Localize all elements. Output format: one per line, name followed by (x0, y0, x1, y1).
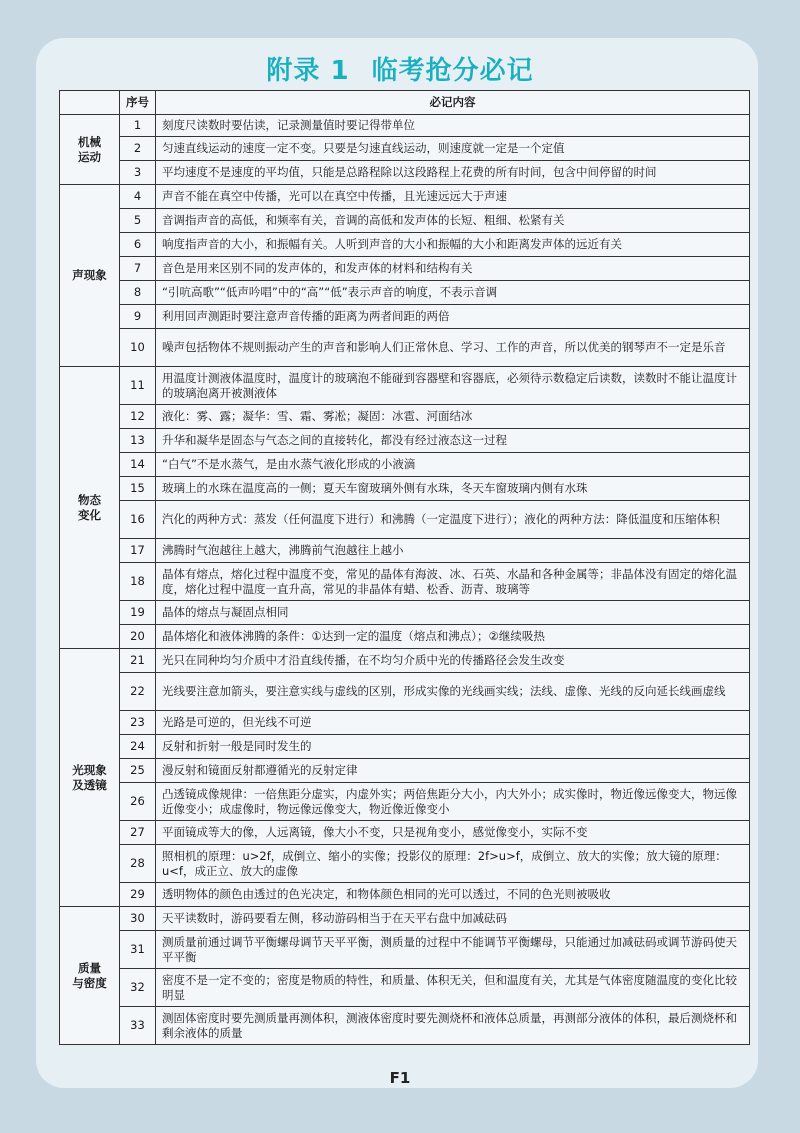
header-row (60, 91, 750, 115)
table-row (60, 539, 750, 563)
table-row (60, 281, 750, 305)
content-cell: 汽化的两种方式：蒸发（任何温度下进行）和沸腾（一定温度下进行）；液化的两种方法：降低温度和压缩体积 (156, 501, 750, 539)
table-row (60, 711, 750, 735)
content-cell: 匀速直线运动的速度一定不变。只要是匀速直线运动，则速度就一定是一个定值 (156, 137, 750, 161)
table-row (60, 185, 750, 209)
content-cell: 噪声包括物体不规则振动产生的声音和影响人们正常休息、学习、工作的声音，所以优美的钢琴声不一定是乐音 (156, 329, 750, 367)
content-cell: 晶体的熔点与凝固点相同 (156, 601, 750, 625)
notes-table (59, 90, 750, 1045)
index-cell: 17 (120, 539, 156, 563)
table-row (60, 783, 750, 821)
content-cell: 凸透镜成像规律：一倍焦距分虚实，内虚外实；两倍焦距分大小，内大外小；成实像时，物近像远像变大，物远像近像变小；成虚像时，物远像远像变大，物近像近像变小 (156, 783, 750, 821)
index-cell: 2 (120, 137, 156, 161)
page-title (0, 50, 800, 87)
category-cell: 机械 运动 (60, 115, 120, 185)
table-row (60, 329, 750, 367)
index-cell: 20 (120, 625, 156, 649)
content-cell: 利用回声测距时要注意声音传播的距离为两者间距的两倍 (156, 305, 750, 329)
header-category (60, 91, 120, 115)
content-cell: 晶体熔化和液体沸腾的条件：①达到一定的温度（熔点和沸点）；②继续吸热 (156, 625, 750, 649)
index-cell: 11 (120, 367, 156, 405)
category-cell: 物态 变化 (60, 367, 120, 649)
content-cell: 密度不是一定不变的；密度是物质的特性，和质量、体积无关，但和温度有关，尤其是气体密度随温度的变化比较明显 (156, 969, 750, 1007)
index-cell: 29 (120, 883, 156, 907)
content-cell: 液化：雾、露；凝华：雪、霜、雾凇；凝固：冰雹、河面结冰 (156, 405, 750, 429)
content-cell: 平面镜成等大的像，人远离镜，像大小不变，只是视角变小，感觉像变小，实际不变 (156, 821, 750, 845)
category-cell: 声现象 (60, 185, 120, 367)
index-cell: 4 (120, 185, 156, 209)
content-cell: 声音不能在真空中传播，光可以在真空中传播，且光速远远大于声速 (156, 185, 750, 209)
table-row (60, 845, 750, 883)
index-cell: 32 (120, 969, 156, 1007)
table-row (60, 161, 750, 185)
content-cell: “白气”不是水蒸气，是由水蒸气液化形成的小液滴 (156, 453, 750, 477)
index-cell: 24 (120, 735, 156, 759)
index-cell: 15 (120, 477, 156, 501)
content-cell: 漫反射和镜面反射都遵循光的反射定律 (156, 759, 750, 783)
content-cell: 升华和凝华是固态与气态之间的直接转化，都没有经过液态这一过程 (156, 429, 750, 453)
appendix-number: 附录 1 (266, 56, 350, 86)
content-cell: 用温度计测液体温度时，温度计的玻璃泡不能碰到容器壁和容器底，必须待示数稳定后读数，读数时不能让温度计的玻璃泡离开被测液体 (156, 367, 750, 405)
notes-body (60, 115, 750, 1045)
table-row (60, 735, 750, 759)
index-cell: 3 (120, 161, 156, 185)
content-cell: 透明物体的颜色由透过的色光决定，和物体颜色相同的光可以透过，不同的色光则被吸收 (156, 883, 750, 907)
table-row (60, 257, 750, 281)
table-row (60, 429, 750, 453)
table-row (60, 821, 750, 845)
table-row (60, 907, 750, 931)
index-cell: 21 (120, 649, 156, 673)
table-row (60, 305, 750, 329)
content-cell: 沸腾时气泡越往上越大，沸腾前气泡越往上越小 (156, 539, 750, 563)
table-row (60, 673, 750, 711)
index-cell: 18 (120, 563, 156, 601)
content-cell: 光只在同种均匀介质中才沿直线传播，在不均匀介质中光的传播路径会发生改变 (156, 649, 750, 673)
content-cell: 平均速度不是速度的平均值，只能是总路程除以这段路程上花费的所有时间，包含中间停留的时间 (156, 161, 750, 185)
content-cell: 光线要注意加箭头，要注意实线与虚线的区别，形成实像的光线画实线；法线、虚像、光线的反向延长线画虚线 (156, 673, 750, 711)
header-content: 必记内容 (156, 91, 750, 115)
content-cell: 玻璃上的水珠在温度高的一侧；夏天车窗玻璃外侧有水珠，冬天车窗玻璃内侧有水珠 (156, 477, 750, 501)
table-row (60, 1007, 750, 1045)
index-cell: 8 (120, 281, 156, 305)
index-cell: 6 (120, 233, 156, 257)
index-cell: 13 (120, 429, 156, 453)
header-index: 序号 (120, 91, 156, 115)
table-row (60, 367, 750, 405)
index-cell: 9 (120, 305, 156, 329)
index-cell: 12 (120, 405, 156, 429)
content-cell: 光路是可逆的，但光线不可逆 (156, 711, 750, 735)
table-row (60, 137, 750, 161)
table-row (60, 405, 750, 429)
content-cell: 测固体密度时要先测质量再测体积，测液体密度时要先测烧杯和液体总质量，再测部分液体的体积，最后测烧杯和剩余液体的质量 (156, 1007, 750, 1045)
page-number: F1 (389, 1069, 411, 1087)
index-cell: 10 (120, 329, 156, 367)
table-row (60, 501, 750, 539)
index-cell: 28 (120, 845, 156, 883)
content-cell: 音色是用来区别不同的发声体的，和发声体的材料和结构有关 (156, 257, 750, 281)
table-row (60, 649, 750, 673)
content-cell: 响度指声音的大小，和振幅有关。人听到声音的大小和振幅的大小和距离发声体的远近有关 (156, 233, 750, 257)
category-cell: 光现象 及透镜 (60, 649, 120, 907)
table-row (60, 759, 750, 783)
content-cell: 刻度尺读数时要估读，记录测量值时要记得带单位 (156, 115, 750, 137)
index-cell: 26 (120, 783, 156, 821)
index-cell: 30 (120, 907, 156, 931)
content-cell: 照相机的原理：u>2f，成倒立、缩小的实像；投影仪的原理：2f>u>f，成倒立、放大的实像；放大镜的原理：u<f，成正立、放大的虚像 (156, 845, 750, 883)
table-row (60, 625, 750, 649)
table-row (60, 233, 750, 257)
table-row (60, 969, 750, 1007)
category-cell: 质量 与密度 (60, 907, 120, 1045)
table-row (60, 563, 750, 601)
table-row (60, 209, 750, 233)
content-cell: 反射和折射一般是同时发生的 (156, 735, 750, 759)
index-cell: 5 (120, 209, 156, 233)
content-cell: 晶体有熔点，熔化过程中温度不变，常见的晶体有海波、冰、石英、水晶和各种金属等；非晶体没有固定的熔化温度，熔化过程中温度一直升高，常见的非晶体有蜡、松香、沥青、玻璃等 (156, 563, 750, 601)
index-cell: 14 (120, 453, 156, 477)
index-cell: 19 (120, 601, 156, 625)
index-cell: 16 (120, 501, 156, 539)
content-cell: 测质量前通过调节平衡螺母调节天平平衡，测质量的过程中不能调节平衡螺母，只能通过加减砝码或调节游码使天平平衡 (156, 931, 750, 969)
index-cell: 23 (120, 711, 156, 735)
table-row (60, 115, 750, 137)
content-cell: 音调指声音的高低，和频率有关，音调的高低和发声体的长短、粗细、松紧有关 (156, 209, 750, 233)
index-cell: 22 (120, 673, 156, 711)
appendix-title: 临考抢分必记 (371, 56, 534, 86)
table-row (60, 477, 750, 501)
index-cell: 25 (120, 759, 156, 783)
index-cell: 1 (120, 115, 156, 137)
table-row (60, 601, 750, 625)
index-cell: 27 (120, 821, 156, 845)
index-cell: 31 (120, 931, 156, 969)
table-row (60, 883, 750, 907)
content-cell: “引吭高歌”“低声吟唱”中的“高”“低”表示声音的响度，不表示音调 (156, 281, 750, 305)
table-row (60, 931, 750, 969)
index-cell: 33 (120, 1007, 156, 1045)
table-row (60, 453, 750, 477)
index-cell: 7 (120, 257, 156, 281)
content-cell: 天平读数时，游码要看左侧，移动游码相当于在天平右盘中加减砝码 (156, 907, 750, 931)
